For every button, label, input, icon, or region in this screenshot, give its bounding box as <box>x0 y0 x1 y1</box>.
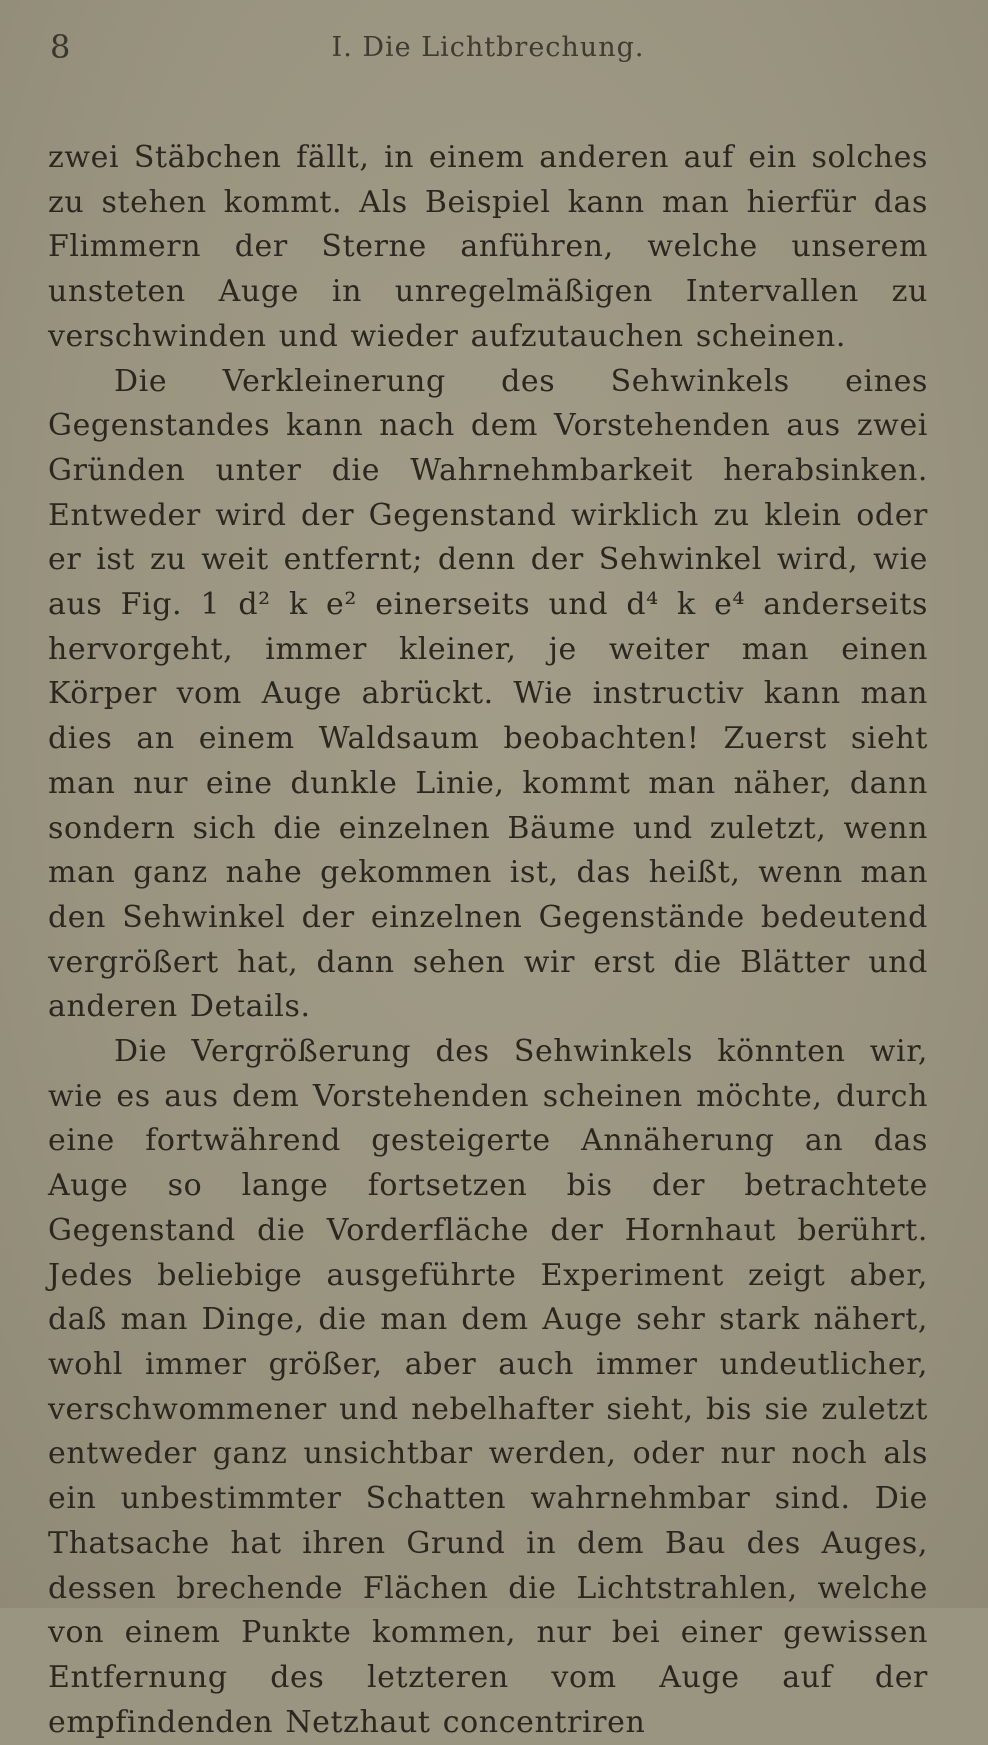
page-number: 8 <box>50 28 71 66</box>
paragraph: Die Vergrößerung des Sehwinkels könnten wir, wie es aus dem Vorstehenden scheinen möchte, durch eine fortwährend gesteigerte Annäherung an das Auge so lange fortsetzen bis der betrachtete Gegenstand die Vorderfläche der Hornhaut berührt. Jedes beliebige ausgeführte Experiment zeigt aber, daß man Dinge, die man dem Auge sehr stark nähert, wohl immer größer, aber auch immer undeutlicher, verschwommener und nebelhafter sieht, bis sie zuletzt entweder ganz unsichtbar werden, oder nur noch als ein unbestimmter Schatten wahrnehmbar sind. Die Thatsache hat ihren Grund in dem Bau des Auges, dessen brechende Flächen die Lichtstrahlen, welche von einem Punkte kommen, nur bei einer gewissen Entfernung des letzteren vom Auge auf der empfindenden Netzhaut concentriren <box>48 1034 928 1740</box>
paragraph: Die Verkleinerung des Sehwinkels eines Gegenstandes kann nach dem Vorstehenden aus zwei Gründen unter die Wahrnehmbarkeit herabsinken. Entweder wird der Gegenstand wirklich zu klein oder er ist zu weit entfernt; denn der Sehwinkel wird, wie aus Fig. 1 d² k e² einerseits und d⁴ k e⁴ anderseits hervorgeht, immer kleiner, je weiter man einen Körper vom Auge abrückt. Wie instructiv kann man dies an einem Waldsaum beobachten! Zuerst sieht man nur eine dunkle Linie, kommt man näher, dann sondern sich die einzelnen Bäume und zuletzt, wenn man ganz nahe gekommen ist, das heißt, wenn man den Sehwinkel der einzelnen Gegenstände bedeutend vergrößert hat, dann sehen wir erst die Blätter und anderen Details. <box>48 363 928 1025</box>
page-header <box>48 28 928 84</box>
body-text <box>48 136 928 1745</box>
paragraph-continued: zwei Stäbchen fällt, in einem anderen auf ein solches zu stehen kommt. Als Beispiel kann man hierfür das Flimmern der Sterne anführen, welche unserem unsteten Auge in unregelmäßigen Intervallen zu verschwinden und wieder aufzutauchen scheinen. <box>48 140 928 354</box>
running-head: I. Die Lichtbrechung. <box>331 32 645 63</box>
